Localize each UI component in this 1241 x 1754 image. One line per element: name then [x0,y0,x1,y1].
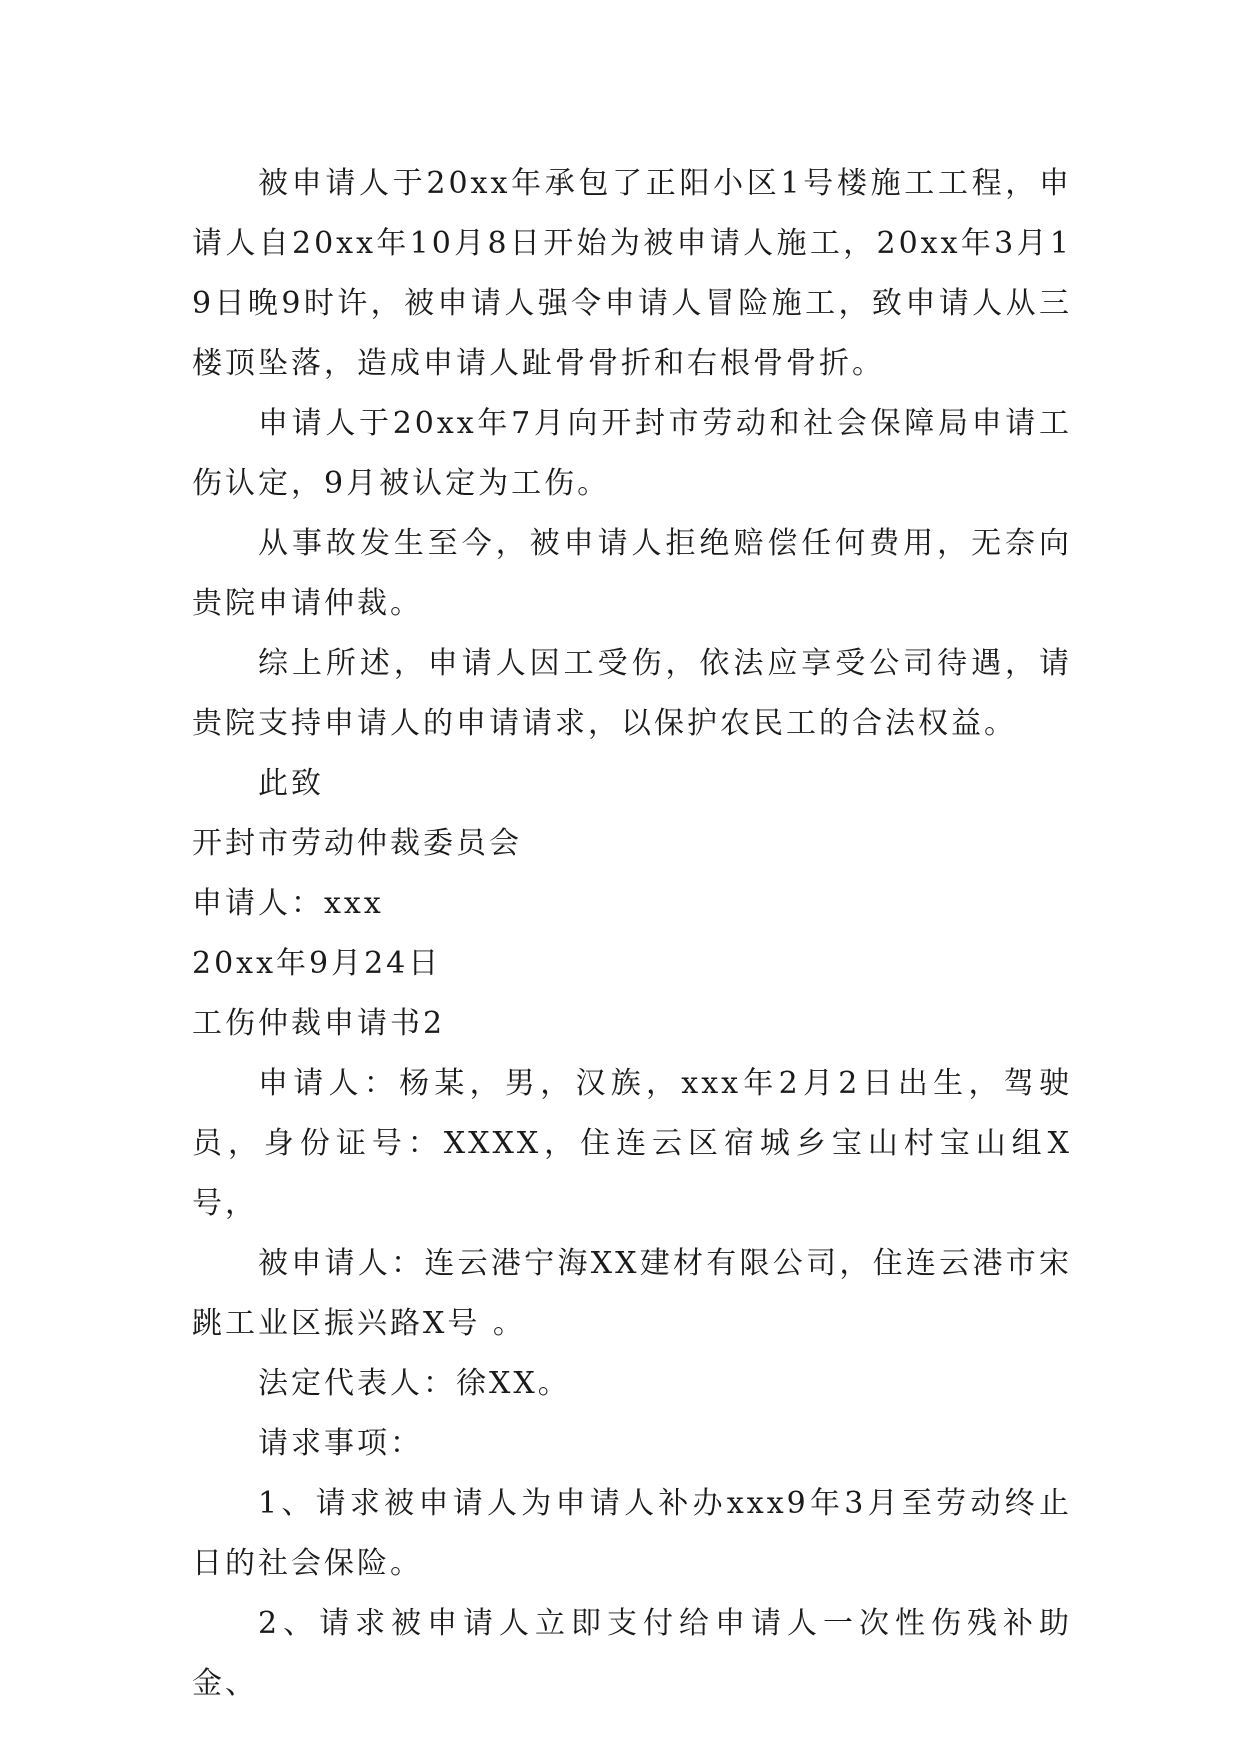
applicant-signature: 申请人：xxx [192,886,384,921]
document-date: 20xx年9月24日 [192,946,442,981]
request-item-1: 1、请求被申请人为申请人补办xxx9年3月至劳动终止日的社会保险。 [192,1486,1072,1581]
requests-heading: 请求事项： [258,1426,423,1461]
request-item-2: 2、请求被申请人立即支付给申请人一次性伤残补助金、 [192,1606,1072,1701]
recipient-committee: 开封市劳动仲裁委员会 [192,826,522,861]
paragraph-refusal: 从事故发生至今，被申请人拒绝赔偿任何费用，无奈向贵院申请仲裁。 [192,526,1072,621]
section-title: 工伤仲裁申请书2 [192,1006,446,1041]
legal-representative: 法定代表人：徐XX。 [258,1366,571,1401]
closing-salutation: 此致 [258,766,324,801]
paragraph-conclusion: 综上所述，申请人因工受伤，依法应享受公司待遇，请贵院支持申请人的申请请求，以保护农民工的合法权益。 [192,646,1072,741]
paragraph-facts: 被申请人于20xx年承包了正阳小区1号楼施工工程，申请人自20xx年10月8日开始为被申请人施工，20xx年3月19日晚9时许，被申请人强令申请人冒险施工，致申请人从三楼顶坠落，造成申请人趾骨骨折和右根骨骨折。 [192,166,1072,381]
respondent-info: 被申请人：连云港宁海XX建材有限公司，住连云港市宋跳工业区振兴路X号 。 [192,1246,1072,1341]
applicant-info: 申请人：杨某，男，汉族，xxx年2月2日出生，驾驶员，身份证号：XXXX，住连云区宿城乡宝山村宝山组X号， [192,1066,1072,1221]
paragraph-injury-recognition: 申请人于20xx年7月向开封市劳动和社会保障局申请工伤认定，9月被认定为工伤。 [192,406,1072,501]
document-body [192,154,1072,1714]
